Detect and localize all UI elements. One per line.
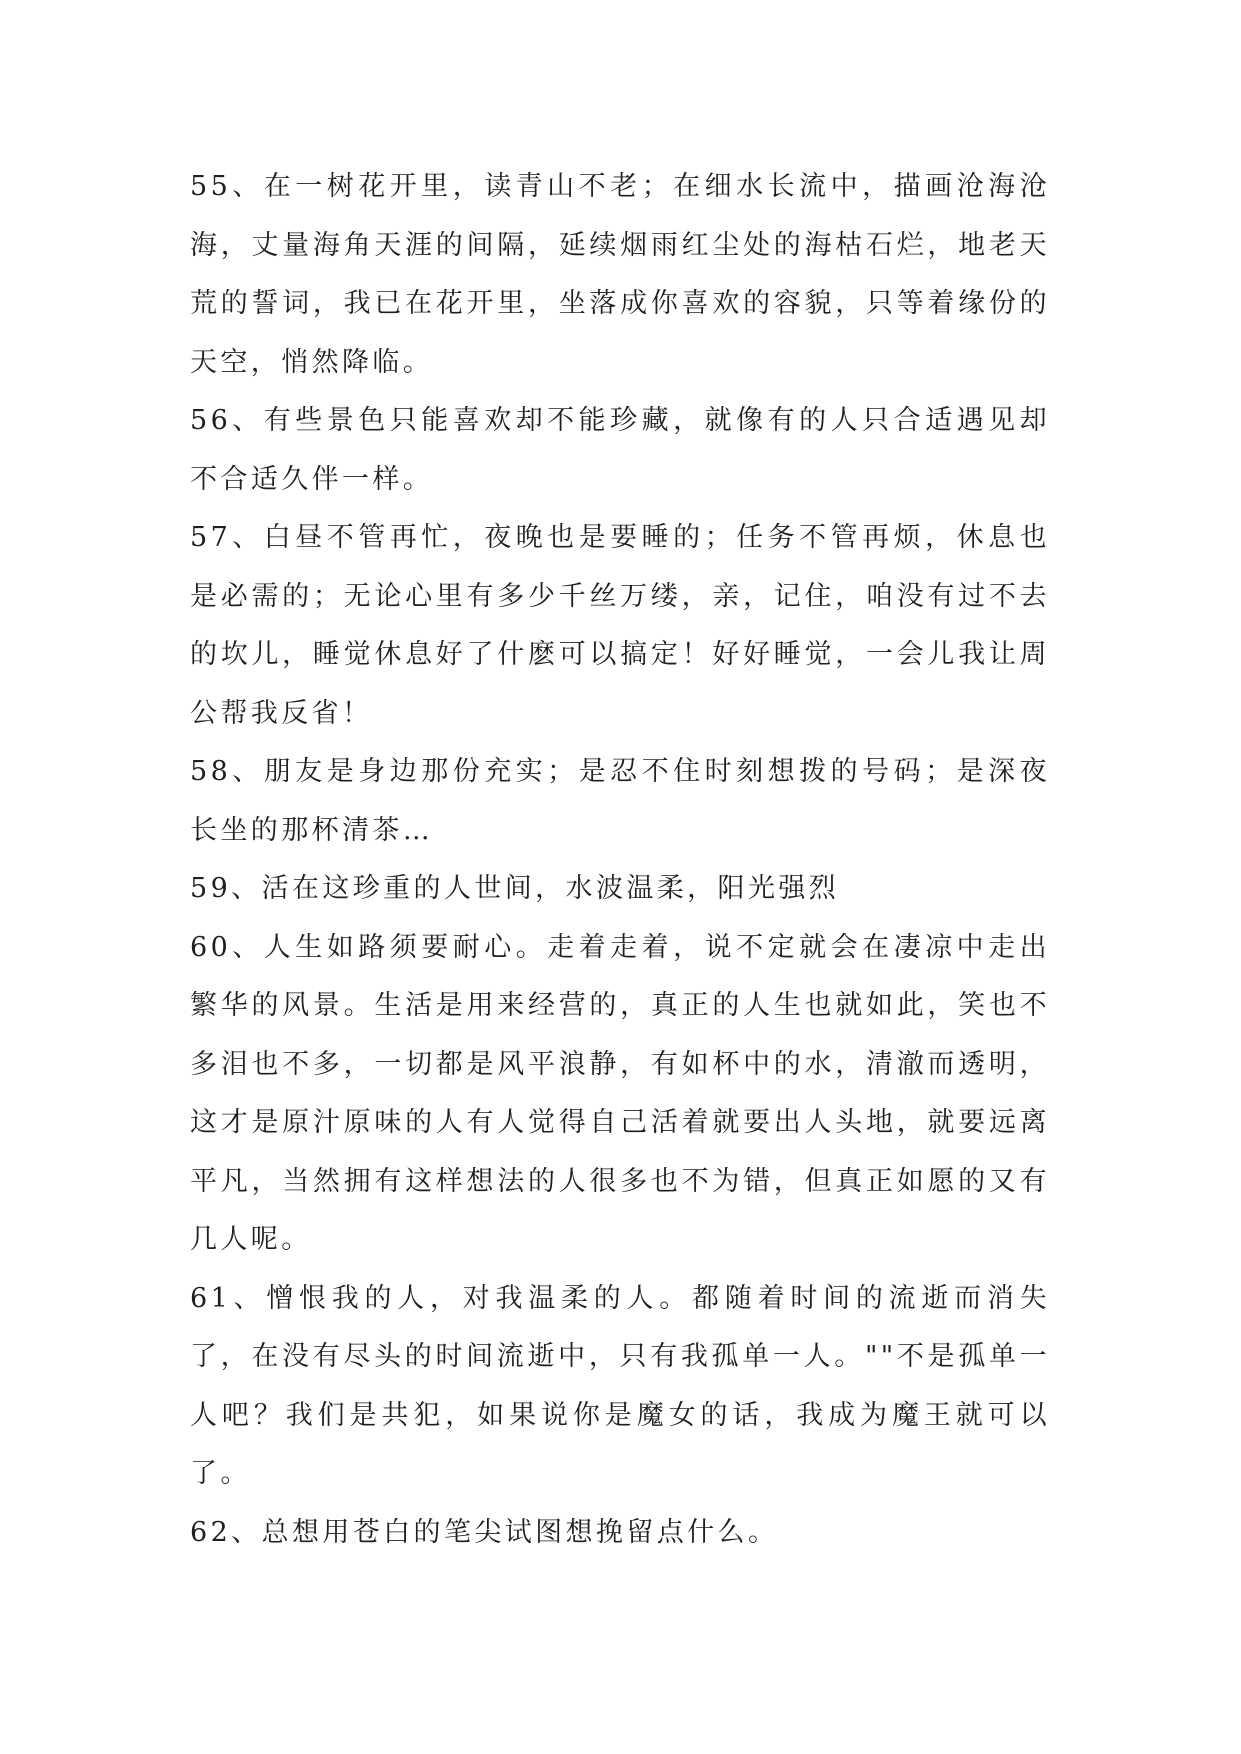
quote-entry-62: 62、总想用苍白的笔尖试图想挽留点什么。: [190, 1516, 779, 1548]
quote-entry-61: 61、憎恨我的人，对我温柔的人。都随着时间的流逝而消失了，在没有尽头的时间流逝中，只有我孤单一人。""不是孤单一人吧？我们是共犯，如果说你是魔女的话，我成为魔王就可以了。: [190, 1282, 1050, 1489]
quote-entry-60: 60、人生如路须要耐心。走着走着，说不定就会在凄凉中走出繁华的风景。生活是用来经营的，真正的人生也就如此，笑也不多泪也不多，一切都是风平浪静，有如杯中的水，清澈而透明，这才是原汁原味的人有人觉得自己活着就要出人头地，就要远离平凡，当然拥有这样想法的人很多也不为错，但真正如愿的又有几人呢。: [190, 931, 1050, 1255]
quote-list: [190, 158, 1050, 1562]
quote-entry-57: 57、白昼不管再忙，夜晚也是要睡的；任务不管再烦，休息也是必需的；无论心里有多少千丝万缕，亲，记住，咱没有过不去的坎儿，睡觉休息好了什麽可以搞定！好好睡觉，一会儿我让周公帮我反省！: [190, 522, 1050, 729]
quote-entry-55: 55、在一树花开里，读青山不老；在细水长流中，描画沧海沧海，丈量海角天涯的间隔，延续烟雨红尘处的海枯石烂，地老天荒的誓词，我已在花开里，坐落成你喜欢的容貌，只等着缘份的天空，悄然降临。: [190, 171, 1050, 378]
quote-entry-56: 56、有些景色只能喜欢却不能珍藏，就像有的人只合适遇见却不合适久伴一样。: [190, 405, 1050, 495]
quote-entry-58: 58、朋友是身边那份充实；是忍不住时刻想拨的号码；是深夜长坐的那杯清茶…: [190, 756, 1050, 846]
quote-entry-59: 59、活在这珍重的人世间，水波温柔，阳光强烈: [190, 873, 840, 904]
